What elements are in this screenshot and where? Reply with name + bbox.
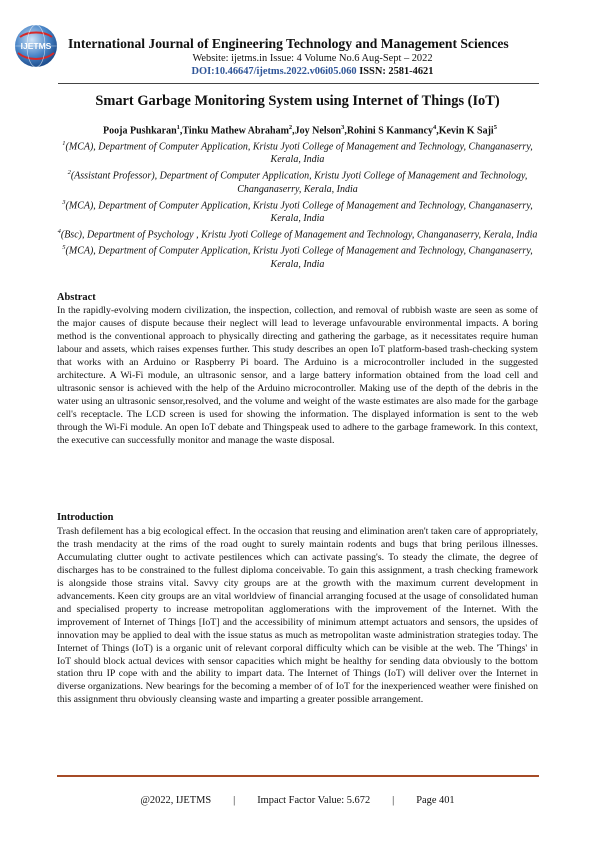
introduction-heading: Introduction	[57, 512, 114, 523]
footer-divider	[57, 775, 539, 777]
affiliation-list	[50, 137, 545, 271]
affiliation-sup: 2	[67, 169, 71, 177]
author-name: ,Tinku Mathew Abraham	[179, 125, 289, 137]
introduction-text: Trash defilement has a big ecological effect. In the occasion that reusing and elimination aren't taken care of appropriately, the trash mendacity at the rims of the road ought to surely maintain rodents and bugs that bring perilous illnesses. Accumulating clutter ought to activate pestilences which can activate passing's. To steady the climate, the degree of discharges has to be constrained to the fullest diploma conceivable. To gain this assignment, a trash checking framework is alongside those strains vital. Savvy city groups are at the growth with the maximum current development in advancements. Keen city groups are an vital worldview of financial arranging focused at the usage of consolidated human and specialised property to increase metropolitan agglomerations with the improvement of the Internet. With the improvement of Internet of Things [IoT] and the accessibility of minimum attempt actuators and sensors, the upsides of innovation may be applied to deal with the issue status as much as metropolitan waste administration strategies today. The Internet of Things (IoT) is a organic unit of relevant corporal difficulty which can be visible at the web. The 'Things' in IoT should block actual devices with sensor capacities which might be healthy for sending data obviously to the bottom station thru IP cope with and the ability to impart data. The Internet of Things (IoT) will deliver over the Internet in diverse organizations. New bearings for the becoming a member of of IoT for the inexperienced weather were finished on this assignment thru obviously cleansing waste and imparting a greater possible arrangement.	[57, 526, 538, 706]
affiliation-sup: 1	[62, 140, 66, 147]
abstract-text: In the rapidly-evolving modern civilization, the inspection, collection, and removal of rubbish waste are seen as some of the major causes of dispute because their neglect will lead to leverage unfavourable environmental impacts. A boring method is the conventional approach to physically directing and gathering the garbage, as it necessitates require human labour and assets, which raises expenses further. This study describes an open IoT platform-based trash-checking system that works with an Arduino or Raspberry Pi board. The Arduino is a microcontroller included in the suggested architecture. A Wi-Fi module, an ultrasonic sensor, and a large battery information obtained from the load cell and ultrasonic sensor is achieved with the help of the Arduino microcontroller. Making use of the depth of the debris in the water using an ultrasonic sensor,resolved, and the volume and weight of the waste estimates are also made for the garbage cell's receptacle. The LCD screen is used for showing the information. The displayed information is sent to the web through the Wi-Fi module. An open IoT debate and Thingspeak used to adhere to the garbage framework. In this context, the executive can successfully monitor and manage the waste disposal.	[57, 305, 538, 446]
author-sup: 1	[176, 124, 180, 131]
author-name: Pooja Pushkaran	[103, 125, 177, 137]
affiliation-sup: 3	[62, 198, 66, 206]
author-name: ,Joy Nelson	[292, 125, 342, 137]
footer-copyright: @2022, IJETMS	[140, 795, 212, 806]
journal-website-line: Website: ijetms.in Issue: 4 Volume No.6 Aug-Sept – 2022	[192, 53, 433, 64]
journal-doi-line	[0, 66, 595, 77]
footer-separator: |	[392, 795, 395, 806]
author-name: ,Rohini S Kanmancy	[344, 125, 433, 137]
footer-separator: |	[233, 795, 236, 806]
author-list	[50, 124, 550, 136]
affiliation-item	[50, 241, 545, 270]
affiliation-item	[50, 166, 545, 195]
footer-impact-factor: Impact Factor Value: 5.672	[257, 795, 371, 806]
journal-name: International Journal of Engineering Technology and Management Sciences	[68, 36, 509, 51]
abstract-heading: Abstract	[57, 292, 96, 303]
logo-text: IJETMS	[20, 41, 52, 51]
doi-link[interactable]: DOI:10.46647/ijetms.2022.v06i05.060	[191, 66, 357, 77]
affiliation-text: (MCA), Department of Computer Application, Kristu Jyoti College of Management and Technology, Changanaserry, Kerala, India	[65, 199, 533, 224]
affiliation-item	[50, 225, 545, 241]
page-footer	[0, 795, 595, 806]
affiliation-text: (Bsc), Department of Psychology , Kristu Jyoti College of Management and Technology, Changanaserry, Kerala, India	[60, 229, 538, 241]
footer-page-number: Page 401	[416, 795, 455, 806]
header-divider	[58, 83, 539, 84]
affiliation-text: (MCA), Department of Computer Application, Kristu Jyoti College of Management and Technology, Changanaserry, Kerala, India	[65, 245, 533, 270]
author-name: ,Kevin K Saji	[436, 125, 494, 137]
author-sup: 3	[341, 124, 345, 131]
affiliation-item	[50, 196, 545, 225]
affiliation-text: (Assistant Professor), Department of Computer Application, Kristu Jyoti College of Management and Technology, Changanaserry, Kerala, India	[70, 170, 528, 195]
paper-title: Smart Garbage Monitoring System using Internet of Things (IoT)	[95, 93, 500, 109]
affiliation-text: (MCA), Department of Computer Application, Kristu Jyoti College of Management and Technology, Changanaserry, Kerala, India	[65, 141, 533, 166]
author-sup: 4	[432, 124, 437, 131]
affiliation-item	[50, 137, 545, 166]
affiliation-sup: 5	[62, 244, 66, 252]
author-sup: 2	[288, 124, 293, 131]
author-sup: 5	[493, 124, 497, 131]
issn: ISSN: 2581-4621	[356, 66, 434, 77]
affiliation-sup: 4	[57, 227, 61, 235]
